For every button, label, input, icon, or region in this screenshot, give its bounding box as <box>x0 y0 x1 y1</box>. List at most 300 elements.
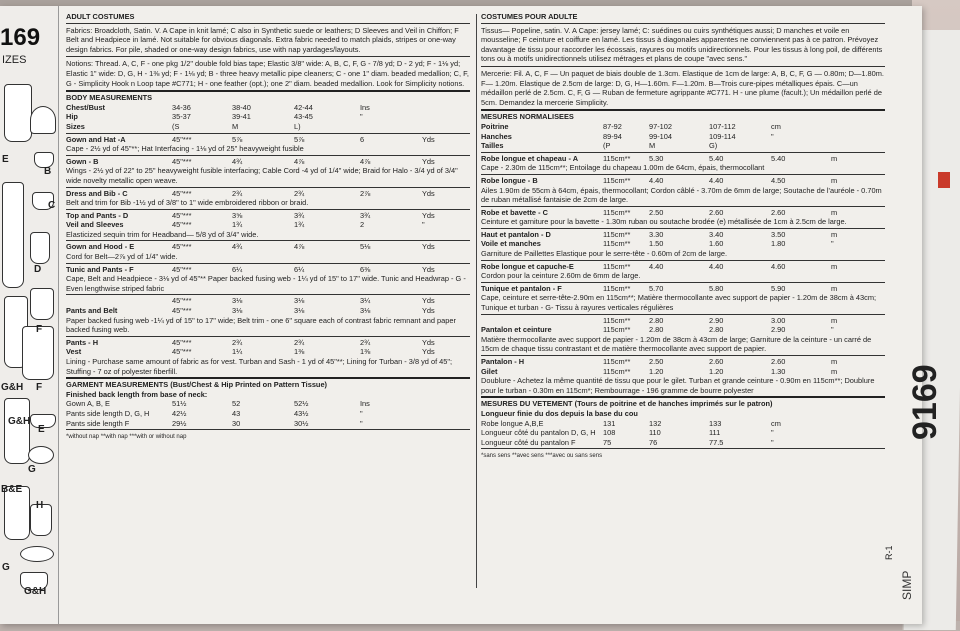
cell-value: Yds <box>422 296 435 306</box>
yardage-row <box>66 220 470 230</box>
cell-value: 52 <box>232 399 241 409</box>
cell-value: 43-45 <box>294 112 313 122</box>
view-label: H <box>36 500 44 511</box>
mercerie-text: Mercerie: Fil. A, C, F — Un paquet de biais double de 1.3cm. Elastique de 1cm de large: A, B, C, F, G — 0.80m; D—1.80m. F— 1.20m. Elastique de 2.5cm de large: D, G, H—1.60m. F—1.20m. B—Trois cure-pipes métalliques épais. C—un médaillon perlé de 2.5cm. C, F, G — Ruban de fermeture agrippante #C771. H - une plume (facult.); Un médaillon perlé de 5cm. Demandez la mercerie Simplicity. <box>481 68 884 107</box>
cell-value: 3.30 <box>649 229 664 239</box>
cell-value: 39-41 <box>232 112 251 122</box>
cell-value: 2⅞ <box>360 188 371 198</box>
cell-value: 2.50 <box>649 207 664 217</box>
cell-value: 133 <box>709 418 722 428</box>
cell-value <box>360 122 400 132</box>
cell-value: G) <box>709 141 718 151</box>
divider <box>66 294 470 295</box>
row-label: Hanches <box>481 131 512 141</box>
view-label: G&H <box>8 416 31 427</box>
cell-value: Yds <box>422 134 435 144</box>
divider <box>481 396 885 398</box>
vertical-pattern-number: 9169 <box>906 364 944 440</box>
footnote: *without nap **with nap ***with or without nap <box>66 434 187 441</box>
cell-value: 1.30 <box>771 366 786 376</box>
cell-value: m <box>831 283 838 293</box>
cell-value: 2.80 <box>649 315 664 325</box>
garment-sketch <box>30 288 54 320</box>
table-row <box>481 419 885 429</box>
cell-value: 3⅛ <box>232 306 243 316</box>
cell-value: 2.60 <box>771 357 786 366</box>
row-label: Gown A, B, E <box>66 399 110 409</box>
view-label: E <box>38 424 45 435</box>
cell-value: 45"*** <box>172 188 192 198</box>
garment-note: Cord for Belt—2⅞ yd of 1/4" wide. <box>66 252 178 262</box>
divider <box>66 187 470 188</box>
cell-value: " <box>771 428 774 438</box>
cell-value: 111 <box>709 428 721 438</box>
cell-value: 45"*** <box>172 134 192 144</box>
cell-value: 42-44 <box>294 102 313 112</box>
cell-value: " <box>360 112 363 122</box>
cell-value: 2.60 <box>709 357 724 366</box>
garment-name <box>481 316 603 326</box>
cell-value: 4.60 <box>771 261 786 271</box>
cell-value: 115cm** <box>603 207 631 217</box>
cell-value: 3⅝ <box>232 210 243 220</box>
finished-length-table <box>481 419 885 448</box>
cell-value: " <box>831 325 834 335</box>
cell-value: 6 <box>360 134 365 144</box>
cell-value: 115cm** <box>603 366 631 376</box>
footnote: *sans sens **avec sens ***avec ou sans sens <box>481 453 603 460</box>
yardage-row <box>481 262 885 272</box>
cell-value: 77.5 <box>709 437 724 447</box>
yardage-row <box>66 211 470 221</box>
view-label: B <box>44 166 52 177</box>
divider <box>481 23 885 24</box>
garment-note: Cape, ceinture et serre-tête-2.90m en 115cm**; Matière thermocollante avec support de papier - 1.20m de 38cm à 43cm; Tunique et turban - G- Tissu à rayures verticales régulières <box>481 293 877 313</box>
cell-value: 2¾ <box>294 188 305 198</box>
divider <box>481 174 885 175</box>
garment-measurements-sub: Longueur finie du dos depuis la base du cou <box>481 408 638 418</box>
cell-value: 1.60 <box>709 239 724 249</box>
cell-value: 5.40 <box>771 153 786 163</box>
divider <box>66 209 470 210</box>
body-measurement-table <box>481 122 885 151</box>
cell-value: 2.50 <box>649 357 664 366</box>
garment-note: Cape - 2½ yd of 45"**; Hat Interfacing - 1⅛ yd of 25" heavyweight fusible <box>66 144 304 154</box>
yardage-row <box>481 325 885 335</box>
cell-value: 5⅞ <box>232 134 243 144</box>
cell-value: Ins <box>360 102 370 112</box>
cell-value: Yds <box>422 242 435 252</box>
yardage-row <box>481 154 885 164</box>
cell-value: 45"*** <box>172 156 192 166</box>
row-label: Pants side length D, G, H <box>66 408 150 418</box>
cell-value: 110 <box>649 428 661 438</box>
cell-value: 3.00 <box>771 315 786 325</box>
yardage-row <box>66 265 470 275</box>
cell-value: m <box>831 175 838 185</box>
garment-note: Paper backed fusing web -1¼ yd of 15" to 17" wide; Belt trim - one 6" square each of contrast fabric remnant and paper backed fusing web. <box>66 315 456 335</box>
cell-value: 1.20 <box>709 366 724 376</box>
row-label: Sizes <box>66 121 85 131</box>
cell-value: 1⅜ <box>294 347 305 357</box>
cell-value: 52½ <box>294 399 309 409</box>
garment-name: Gilet <box>481 366 498 376</box>
cell-value: " <box>831 239 834 249</box>
cell-value: 3⅛ <box>232 296 243 306</box>
cell-value: 4⅞ <box>360 156 371 166</box>
cell-value: m <box>831 357 838 366</box>
cell-value: 4.50 <box>771 175 786 185</box>
cell-value: 3¾ <box>294 210 305 220</box>
garment-name: Robe longue et chapeau - A <box>481 153 579 163</box>
revision-label: R-1 <box>884 545 894 560</box>
cell-value: 2¾ <box>232 337 243 347</box>
divider <box>481 282 885 283</box>
garment-name: Gown - B <box>66 156 99 166</box>
cell-value: 5.90 <box>771 283 786 293</box>
cell-value: 115cm** <box>603 239 631 249</box>
row-label: Longueur côté du pantalon D, G, H <box>481 428 596 438</box>
cell-value: 3⅛ <box>360 306 371 316</box>
cell-value: " <box>360 418 363 428</box>
yardage-row <box>481 208 885 218</box>
cell-value: 1¾ <box>294 220 305 230</box>
cell-value: 42½ <box>172 408 187 418</box>
cell-value: 4.40 <box>649 261 664 271</box>
cell-value: 89-94 <box>603 131 622 141</box>
garment-note: Cape - 2.30m de 115cm**; Entoilage du chapeau 1.00m de 64cm, épais, thermocollant <box>481 163 765 173</box>
cell-value: 2.80 <box>709 325 724 335</box>
garment-name: Voile et manches <box>481 239 541 249</box>
cell-value: 2¾ <box>232 188 243 198</box>
cell-value: 43½ <box>294 408 309 418</box>
cell-value: 2.90 <box>709 315 724 325</box>
divider <box>481 152 885 153</box>
notions-text: Notions: Thread. A, C, F - one pkg 1/2" double fold bias tape; Elastic 3/8" wide: A, B, C, F, G - 7/8 yd; D - 2 yd; F - 1⅛ yd; Elastic 1" wide: D, G, H - 1⅜ yd; F - 1⅛ yd; B - three heavy metallic pipe cleaners; C - one 1" diam. beaded medallion; C, F, G - Simplicity Hook n Loop tape #C771; H - one feather (opt.); one 2" diam. beaded medallion. Look for Simplicity notions. <box>66 59 469 88</box>
garment-measurements-sub: Finished back length from base of neck: <box>66 389 208 399</box>
cell-value: 45"*** <box>172 264 192 274</box>
cell-value: Yds <box>422 210 435 220</box>
garment-name: Gown and Hat -A <box>66 134 126 144</box>
cell-value: 5.70 <box>649 283 664 293</box>
fabrics-text: Fabrics: Broadcloth, Satin. V. A Cape in knit lamé; C also in Synthetic suede or leathers; D Sleeves and Veil in Chiffon; F Belt and Headpiece in lamé. Not suitable for obvious diagonals. Extra fabric needed to match plaids, stripes or one-way design fabrics. For pile, shaded or one-way design fabrics, use with nap yardages/layouts. <box>66 25 459 54</box>
garment-name: Robe et bavette - C <box>481 207 548 217</box>
section-header: COSTUMES POUR ADULTE <box>481 12 578 21</box>
divider <box>66 240 470 241</box>
garment-sketch <box>4 398 30 464</box>
cell-value: (S <box>172 121 180 131</box>
divider <box>481 206 885 207</box>
view-label: D <box>34 264 42 275</box>
cell-value: 5.30 <box>649 153 664 163</box>
garment-note: Wings - 2½ yd of 22" to 25" heavyweight fusible interfacing; Cable Cord -4 yd of 1/4" wide; Braid for Halo - 3/4 yd of 3/4" wide novelty metallic open weave. <box>66 166 458 185</box>
garment-measurements-header: MESURES DU VETEMENT (Tours de poitrine et de hanches imprimés sur le patron) <box>481 399 773 409</box>
cell-value: cm <box>771 121 781 131</box>
garment-name: Pantalon - H <box>481 357 525 366</box>
cell-value: 115cm** <box>603 153 631 163</box>
cell-value: 34-36 <box>172 102 191 112</box>
garment-name: Robe longue et capuche-E <box>481 261 574 271</box>
garment-name: Tunique et pantalon - F <box>481 283 562 293</box>
cell-value: 3¾ <box>360 210 371 220</box>
cell-value: 45"*** <box>172 347 192 357</box>
table-row <box>481 122 885 132</box>
cell-value: 115cm** <box>603 325 631 335</box>
table-row <box>66 122 470 132</box>
table-row <box>481 132 885 142</box>
cell-value: 115cm** <box>603 229 631 239</box>
cell-value: 35-37 <box>172 112 191 122</box>
view-label: G&H <box>1 382 24 393</box>
garment-name: Top and Pants - D <box>66 210 129 220</box>
cell-value: 2.90 <box>771 325 786 335</box>
cell-value: 3.40 <box>709 229 724 239</box>
cell-value: Yds <box>422 306 435 316</box>
cell-value: 51½ <box>172 399 187 409</box>
table-row <box>66 399 470 409</box>
cell-value: 115cm** <box>603 175 631 185</box>
garment-name: Robe longue - B <box>481 175 538 185</box>
garment-note: Lining - Purchase same amount of fabric as for vest. Turban and Sash - 1 yd of 45"**; Lining for Turban - 3/8 yd of 45"; Stuffing - 7 oz of polyester fiberfill. <box>66 357 453 376</box>
divider <box>66 377 470 379</box>
cell-value: Yds <box>422 347 435 357</box>
view-label: G <box>28 464 36 475</box>
cell-value: 1.20 <box>649 366 664 376</box>
divider <box>66 336 470 337</box>
view-label: F <box>36 382 43 393</box>
garment-name: Haut et pantalon - D <box>481 229 551 239</box>
garment-name: Dress and Bib - C <box>66 188 128 198</box>
cell-value: 6¼ <box>294 264 305 274</box>
divider <box>481 314 885 315</box>
garment-name: Tunic and Pants - F <box>66 264 134 274</box>
row-label: Tailles <box>481 141 504 151</box>
garment-note: Belt and trim for Bib -1½ yd of 3/8" to 1" wide embroidered ribbon or braid. <box>66 198 309 208</box>
garment-note: Ailes 1.90m de 55cm à 64cm, épais, thermocollant; Cordon câblé - 3.70m de 6mm de large; Soutache de l'auréole - 0.70m de ruban métallisé fantaisie de 2cm de large. <box>481 185 882 205</box>
table-row <box>66 112 470 122</box>
view-label: F <box>36 324 43 335</box>
cell-value: 1.80 <box>771 239 786 249</box>
divider <box>66 429 470 430</box>
cell-value: 4⅞ <box>294 156 305 166</box>
cell-value: 45"*** <box>172 242 192 252</box>
cell-value: 1¾ <box>232 220 243 230</box>
garment-name: Gown and Hood - E <box>66 242 135 252</box>
finished-length-table <box>66 399 470 428</box>
garment-name: Pants and Belt <box>66 306 118 316</box>
illustration-strip <box>0 6 59 624</box>
cell-value: cm <box>771 418 781 428</box>
yardage-row <box>481 367 885 377</box>
column-divider <box>476 14 477 588</box>
divider <box>66 90 470 92</box>
cell-value: 4¾ <box>232 242 243 252</box>
divider <box>481 228 885 229</box>
cell-value: 2.60 <box>771 207 786 217</box>
table-row <box>66 419 470 429</box>
cell-value: m <box>831 229 838 239</box>
cell-value: 1.50 <box>649 239 664 249</box>
row-label: Pants side length F <box>66 418 130 428</box>
cell-value: " <box>360 408 363 418</box>
divider <box>481 448 885 449</box>
cell-value: " <box>771 131 774 141</box>
view-label: E <box>2 154 9 165</box>
vertical-brand-label: SIMP <box>900 570 914 600</box>
cell-value: 30 <box>232 418 241 428</box>
pattern-number-partial: 169 <box>0 24 41 51</box>
cell-value: 2.60 <box>709 207 724 217</box>
cell-value: 45"*** <box>172 337 192 347</box>
tissus-text: Tissus— Popeline, satin. V. A Cape: jersey lamé; C: suédines ou cuirs synthétiques aussi; D manches et voile en mousseline; F ceinture et coiffure en lamé. Les tissus à diagonales apparentes ne conviennent pas à ce patron. Prévoyez davantage de tissu pour raccorder les écossais, rayures ou motifs unidirectionnels. Pour les tissus à long poil, de différents tons ou à motifs unidirectionnels utilisez métrages et plans de coupe "avec sens." <box>481 25 883 64</box>
cell-value: 76 <box>649 437 658 447</box>
row-label: Chest/Bust <box>66 102 106 112</box>
yardage-row <box>66 296 470 306</box>
view-label: G <box>2 562 10 573</box>
cell-value: 3⅛ <box>294 296 305 306</box>
garment-note: Ceinture et garniture pour la bavette - 1.30m ruban ou soutache brodée (e) métallisée de 1cm à 2.5cm de large. <box>481 217 847 227</box>
table-row <box>481 438 885 448</box>
garment-note: Cape, Belt and Headpiece - 3⅛ yd of 45"** Paper backed fusing web - 1¼ yd of 15" to 17" wide. Tunic and Headwrap - G - Even lengthwise striped fabric <box>66 274 466 293</box>
cell-value: m <box>831 366 838 376</box>
cell-value: m <box>831 207 838 217</box>
hat-sketch <box>30 106 56 134</box>
cell-value: 29½ <box>172 418 187 428</box>
cell-value: 109-114 <box>709 131 736 141</box>
cell-value: 4.40 <box>649 175 664 185</box>
cell-value: 5.40 <box>709 153 724 163</box>
garment-name: Veil and Sleeves <box>66 220 124 230</box>
yardage-row <box>66 306 470 316</box>
row-label: Longueur côté du pantalon F <box>481 437 576 447</box>
cell-value: Yds <box>422 188 435 198</box>
divider <box>481 66 885 67</box>
row-label: Robe longue A,B,E <box>481 418 544 428</box>
cell-value: 87-92 <box>603 121 622 131</box>
divider <box>481 109 885 111</box>
cell-value: 2.80 <box>649 325 664 335</box>
cell-value: 45"*** <box>172 220 192 230</box>
garment-note: Garniture de Paillettes Elastique pour le serre-tête - 0.60m of 2cm de large. <box>481 249 728 259</box>
cell-value: m <box>831 153 838 163</box>
cell-value: 30½ <box>294 418 309 428</box>
cell-value: 5⅞ <box>294 134 305 144</box>
cell-value: Yds <box>422 337 435 347</box>
cell-value: 45"*** <box>172 296 192 306</box>
cell-value: 2¾ <box>360 337 371 347</box>
garment-note: Cordon pour la ceinture 2.60m de 6mm de large. <box>481 271 641 281</box>
cell-value: 115cm** <box>603 261 631 271</box>
divider <box>66 263 470 264</box>
cell-value: L) <box>294 121 301 131</box>
cell-value: 43 <box>232 408 241 418</box>
divider <box>66 23 470 24</box>
yardage-row <box>481 284 885 294</box>
garment-name: Pantalon et ceinture <box>481 325 552 335</box>
yardage-table <box>481 154 885 396</box>
cell-value: Yds <box>422 156 435 166</box>
cell-value: Yds <box>422 264 435 274</box>
cell-value: " <box>422 220 425 230</box>
yardage-row <box>66 338 470 348</box>
cell-value <box>771 141 811 151</box>
yardage-row <box>66 189 470 199</box>
divider <box>481 355 885 356</box>
row-label: Hip <box>66 112 78 122</box>
cell-value: 1⅜ <box>360 347 371 357</box>
cell-value: 115cm** <box>603 315 631 325</box>
garment-note: Elasticized sequin trim for Headband— 5/8 yd of 3/4" wide. <box>66 229 259 239</box>
yardage-row <box>481 357 885 367</box>
table-row <box>481 141 885 151</box>
garment-sketch <box>30 232 50 264</box>
cell-value: m <box>831 261 838 271</box>
cell-value: M <box>232 121 239 131</box>
cell-value: " <box>771 437 774 447</box>
row-label: Poitrine <box>481 121 509 131</box>
sizes-label-partial: IZES <box>2 54 27 66</box>
table-row <box>66 409 470 419</box>
divider <box>481 260 885 261</box>
cell-value: 3.50 <box>771 229 786 239</box>
garment-measurements-header: GARMENT MEASUREMENTS (Bust/Chest & Hip Printed on Pattern Tissue) <box>66 380 328 390</box>
body-measurements-header: BODY MEASUREMENTS <box>66 93 153 103</box>
yardage-row <box>66 242 470 252</box>
table-row <box>66 103 470 113</box>
garment-name: Pants - H <box>66 337 99 347</box>
cell-value: (P <box>603 141 611 151</box>
garment-note: Matière thermocollante avec support de papier - 1.20m de 38cm à 43cm de large; Garniture de la ceinture - un carré de 15cm de chaque tissu contrastant et de matière thermocollante avec support de papier. <box>481 334 872 354</box>
yardage-row <box>481 230 885 240</box>
cell-value: 6⅜ <box>360 264 371 274</box>
garment-sketch <box>4 84 32 142</box>
cell-value: 107-112 <box>709 121 736 131</box>
yardage-row <box>66 347 470 357</box>
cell-value: 2¾ <box>294 337 305 347</box>
cell-value: 4⅞ <box>294 242 305 252</box>
divider <box>66 56 470 57</box>
cell-value: 4.40 <box>709 261 724 271</box>
cell-value: 108 <box>603 428 616 438</box>
cell-value: 97-102 <box>649 121 673 131</box>
garment-sketch <box>28 446 54 464</box>
yardage-row <box>481 239 885 249</box>
cell-value: 75 <box>603 437 612 447</box>
cell-value: m <box>831 315 838 325</box>
cell-value: 131 <box>603 418 616 428</box>
yardage-row <box>481 316 885 326</box>
yardage-table <box>66 135 470 377</box>
cell-value: 6¼ <box>232 264 243 274</box>
divider <box>66 155 470 156</box>
cell-value: Ins <box>360 399 370 409</box>
divider <box>66 133 470 134</box>
garment-sketch <box>2 182 24 288</box>
cell-value: 4¾ <box>232 156 243 166</box>
cell-value: 115cm** <box>603 283 631 293</box>
red-marker <box>938 172 950 188</box>
garment-note: Doublure - Achetez la même quantité de tissu que pour le gilet. Turban et grande ceinture - 0.90m en 115cm**; Doublure pour le turban - 0.30m en 115cm*; Rembourrage - 196 gramme de bourre polyester <box>481 376 875 395</box>
english-column <box>66 12 470 443</box>
cell-value: 2 <box>360 220 365 230</box>
yardage-row <box>481 176 885 186</box>
garment-sketch <box>20 546 54 562</box>
cell-value: 45"*** <box>172 306 192 316</box>
yardage-row <box>66 135 470 145</box>
french-column <box>481 12 885 462</box>
cell-value: 4.40 <box>709 175 724 185</box>
table-row <box>481 428 885 438</box>
